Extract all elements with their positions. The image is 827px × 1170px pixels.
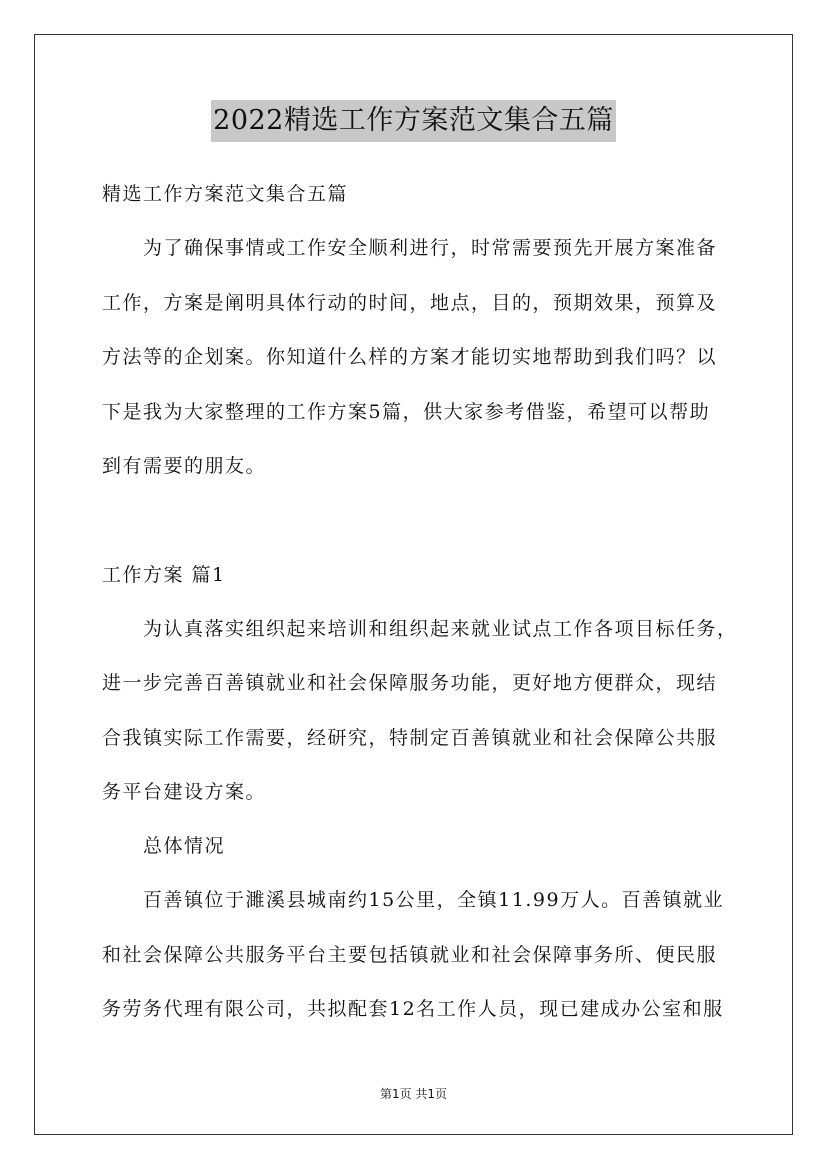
intro-line: 为了确保事情或工作安全顺利进行，时常需要预先开展方案准备: [143, 237, 718, 259]
body-line: 百善镇位于濉溪县城南约15公里，全镇11.99万人。百善镇就业: [143, 889, 725, 911]
body-line: 和社会保障公共服务平台主要包括镇就业和社会保障事务所、便民服: [102, 944, 718, 966]
body-line: 进一步完善百善镇就业和社会保障服务功能，更好地方便群众，现结: [102, 672, 718, 694]
intro-line: 到有需要的朋友。: [102, 455, 267, 477]
intro-line: 方法等的企划案。你知道什么样的方案才能切实地帮助到我们吗？以: [102, 346, 718, 368]
intro-line: 下是我为大家整理的工作方案5篇，供大家参考借鉴，希望可以帮助: [102, 401, 711, 423]
section-heading: 工作方案 篇1: [102, 564, 226, 586]
body-line: 务平台建设方案。: [102, 781, 267, 803]
body-line: 为认真落实组织起来培训和组织起来就业试点工作各项目标任务，: [143, 618, 738, 640]
body-line: 务劳务代理有限公司，共拟配套12名工作人员，现已建成办公室和服: [102, 998, 724, 1020]
document-subtitle: 精选工作方案范文集合五篇: [102, 183, 349, 205]
page-footer: 第1页 共1页: [379, 1087, 448, 1101]
document-title: 2022精选工作方案范文集合五篇: [211, 100, 616, 142]
intro-line: 工作，方案是阐明具体行动的时间，地点，目的，预期效果，预算及: [102, 292, 718, 314]
body-line: 合我镇实际工作需要，经研究，特制定百善镇就业和社会保障公共服: [102, 727, 718, 749]
title-wrap: [0, 100, 827, 142]
subsection-heading: 总体情况: [143, 835, 226, 857]
